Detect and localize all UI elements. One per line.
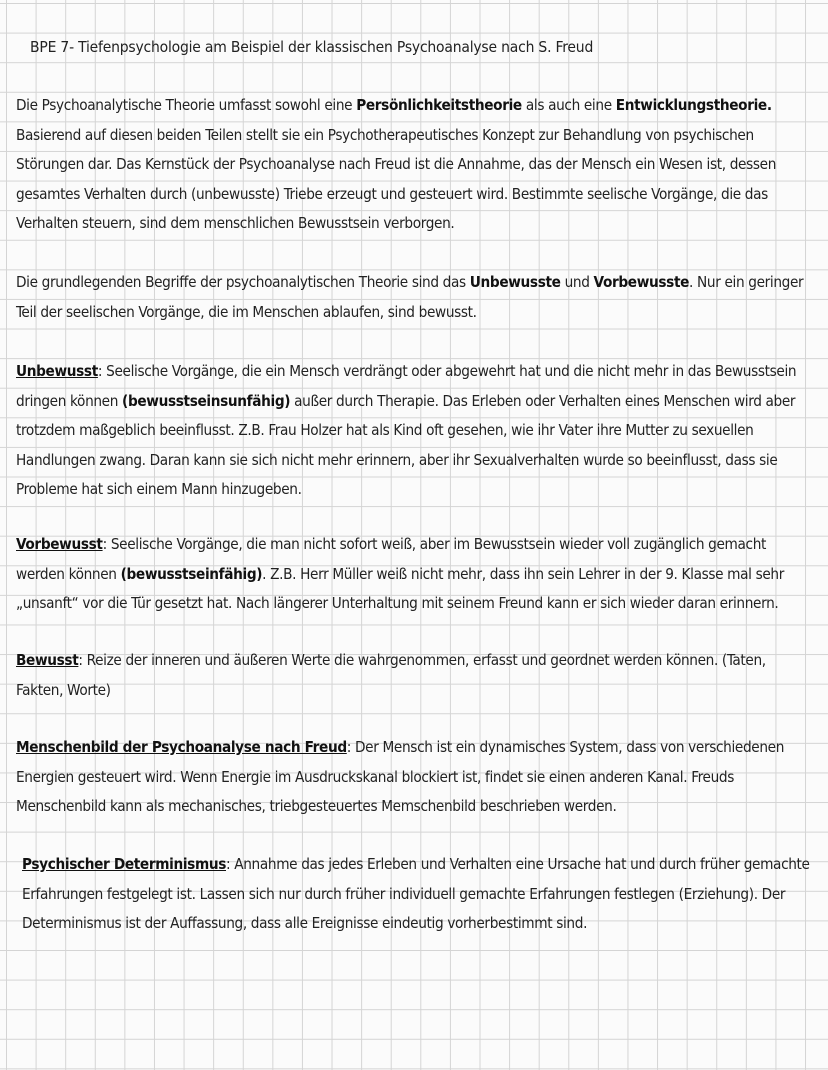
page-title: BPE 7- Tiefenpsychologie am Beispiel der klassischen Psychoanalyse nach S. Freud: [30, 38, 594, 56]
term-unbewusst: Unbewusst: [16, 362, 98, 380]
term-psychischer-determinismus: Psychischer Determinismus: [22, 855, 226, 873]
bewusst-paragraph: Bewusst: Reize der inneren und äußeren Werte die wahrgenommen, erfasst und geordnet werden können. (Taten, Fakten, Worte): [16, 651, 766, 699]
term-bewusst: Bewusst: [16, 651, 79, 669]
unbewusst-paragraph: Unbewusst: Seelische Vorgänge, die ein Mensch verdrängt oder abgewehrt hat und die nicht mehr in das Bewusstsein dringen können (bewusstseinsunfähig) außer durch Therapie. Das Erleben oder Verhalten eines Menschen wird aber trotzdem maßgeblich beeinflusst. Z.B. Frau Holzer hat als Kind oft gesehen, wie ihr Vater ihre Mutter zu sexuellen Handlungen zwang. Daran kann sie sich nicht mehr erinnern, aber ihr Sexualverhalten wurde so beeinflusst, dass sie Probleme hat sich einem Mann hinzugeben.: [16, 362, 797, 499]
keyword-vorbewusste: Vorbewusste: [593, 273, 690, 291]
intro-paragraph: Die Psychoanalytische Theorie umfasst sowohl eine Persönlichkeitstheorie als auch eine Entwicklungstheorie. Basierend auf diesen beiden Teilen stellt sie ein Psychotherapeutisches Konzept zur Behandlung von psychischen Störungen dar. Das Kernstück der Psychoanalyse nach Freud ist die Annahme, das der Mensch ein Wesen ist, dessen gesamtes Verhalten durch (unbewusste) Triebe erzeugt und gesteuert wird. Bestimmte seelische Vorgänge, die das Verhalten steuern, sind dem menschlichen Bewusstsein verborgen.: [16, 96, 777, 233]
term-vorbewusst: Vorbewusst: [16, 535, 103, 553]
term-menschenbild: Menschenbild der Psychoanalyse nach Freud: [16, 738, 347, 756]
basics-paragraph: Die grundlegenden Begriffe der psychoanalytischen Theorie sind das Unbewusste und Vorbewusste. Nur ein geringer Teil der seelischen Vorgänge, die im Menschen ablaufen, sind bewusst.: [16, 273, 804, 321]
vorbewusst-paragraph: Vorbewusst: Seelische Vorgänge, die man nicht sofort weiß, aber im Bewusstsein wieder voll zugänglich gemacht werden können (bewusstseinfähig). Z.B. Herr Müller weiß nicht mehr, dass ihn sein Lehrer in der 9. Klasse mal sehr „unsanft“ vor die Tür gesetzt hat. Nach längerer Unterhaltung mit seinem Freund kann er sich wieder daran erinnern.: [16, 535, 785, 613]
keyword-bewusstseinfaehig: (bewusstseinfähig): [120, 564, 263, 583]
determinismus-paragraph: Psychischer Determinismus: Annahme das jedes Erleben und Verhalten eine Ursache hat und durch früher gemachte Erfahrungen festgelegt ist. Lassen sich nur durch früher individuell gemachte Erfahrungen festlegen (Erziehung). Der Determinismus ist der Auffassung, dass alle Ereignisse eindeutig vorherbestimmt sind.: [22, 855, 810, 933]
keyword-entwicklungstheorie: Entwicklungstheorie.: [615, 96, 772, 114]
keyword-bewusstseinsunfaehig: (bewusstseinsunfähig): [122, 391, 291, 410]
keyword-unbewusste: Unbewusste: [469, 273, 561, 291]
keyword-persoenlichkeitstheorie: Persönlichkeitstheorie: [356, 96, 522, 114]
menschenbild-paragraph: Menschenbild der Psychoanalyse nach Freud: Der Mensch ist ein dynamisches System, dass von verschiedenen Energien gesteuert wird. Wenn Energie im Ausdruckskanal blockiert ist, findet sie einen anderen Kanal. Freuds Menschenbild kann als mechanisches, triebgesteuertes Memschenbild beschrieben werden.: [16, 738, 785, 816]
